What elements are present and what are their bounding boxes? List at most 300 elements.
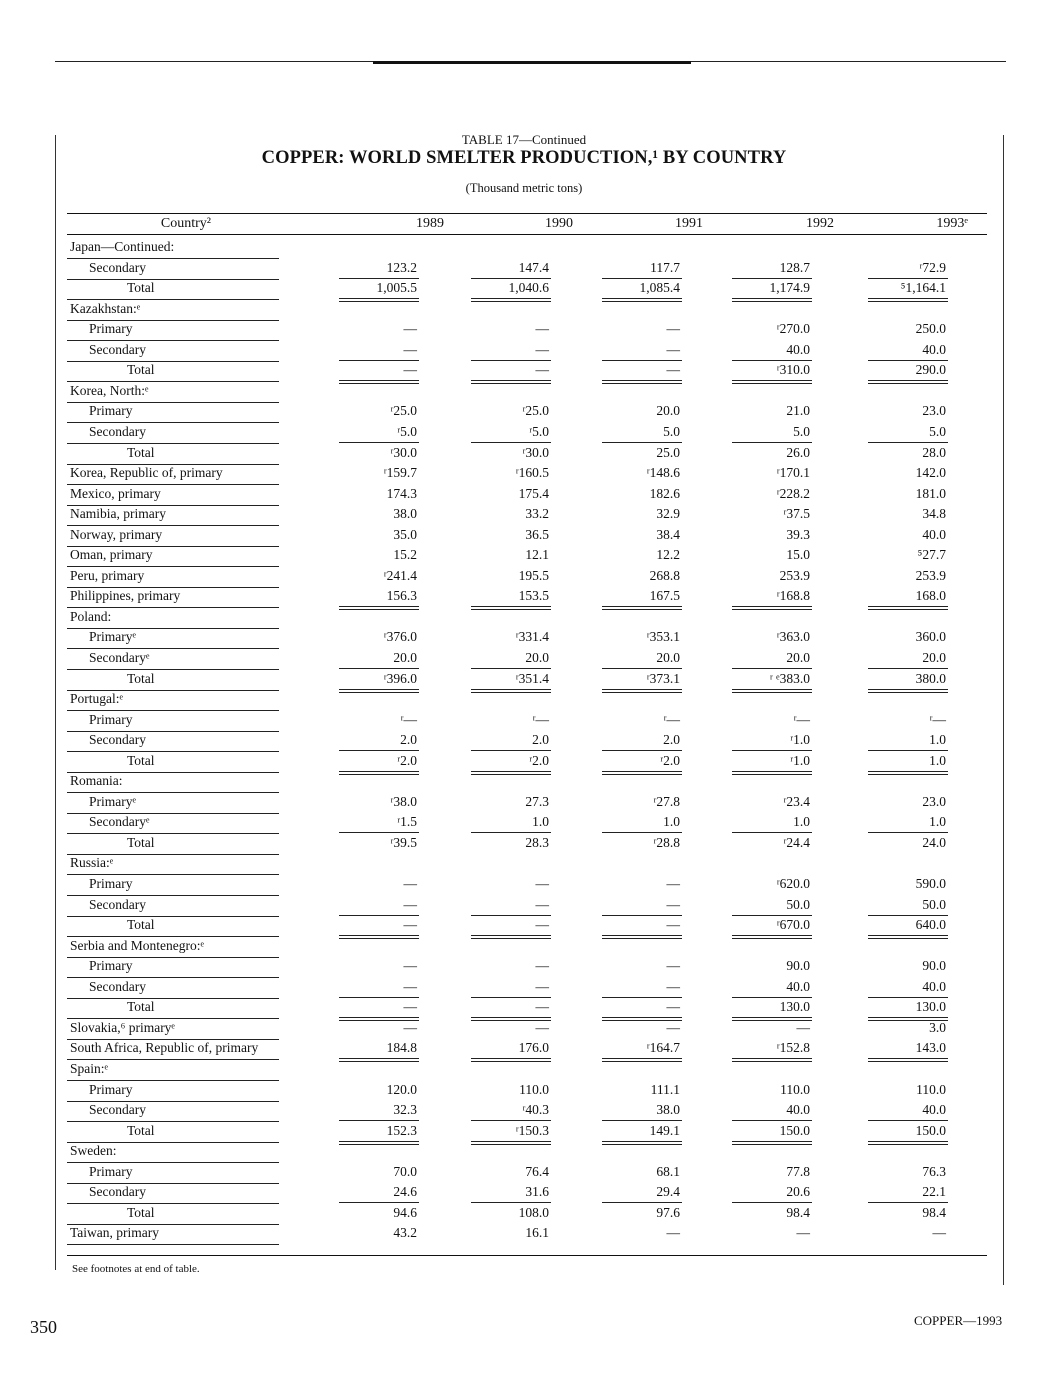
value-cell: ʳ5.0 — [529, 424, 549, 439]
table-row — [67, 711, 987, 731]
column-header-country: Country² — [160, 216, 211, 231]
value-cell: ⁵27.7 — [917, 547, 946, 562]
value-cell: ʳ310.0 — [776, 362, 810, 377]
value-cell: 152.3 — [386, 1123, 417, 1138]
table-row — [67, 259, 987, 279]
row-label: Total — [127, 753, 155, 768]
value-cell: — — [666, 321, 680, 336]
value-cell: 156.3 — [386, 588, 417, 603]
subtotal-rule — [471, 832, 551, 833]
row-label: Secondary — [89, 260, 146, 275]
table-row — [67, 1081, 987, 1101]
value-cell: 117.7 — [650, 260, 680, 275]
table-row — [67, 1142, 987, 1162]
value-cell: — — [403, 1020, 417, 1035]
table-row — [67, 670, 987, 690]
value-cell: 143.0 — [915, 1040, 946, 1055]
value-cell: 38.0 — [656, 1102, 680, 1117]
value-cell: ʳ— — [532, 712, 549, 727]
value-cell: ʳ— — [663, 712, 680, 727]
row-label: Primary — [89, 403, 133, 418]
value-cell: 50.0 — [786, 897, 810, 912]
subtotal-rule — [339, 750, 419, 751]
table-row — [67, 1039, 987, 1059]
value-cell: 36.5 — [525, 527, 549, 542]
value-cell: 147.4 — [518, 260, 549, 275]
value-cell: ʳ160.5 — [515, 465, 549, 480]
row-label: Spain:ᵉ — [70, 1061, 108, 1076]
subtotal-rule — [868, 1202, 948, 1203]
row-label: Secondaryᵉ — [89, 814, 150, 829]
value-cell: ʳ670.0 — [776, 917, 810, 932]
value-cell: ʳ351.4 — [515, 671, 549, 686]
value-cell: ʳ159.7 — [383, 465, 417, 480]
value-cell: 1.0 — [929, 753, 946, 768]
value-cell: — — [535, 958, 549, 973]
value-cell: 290.0 — [915, 362, 946, 377]
row-label: Secondary — [89, 897, 146, 912]
value-cell: ʳ25.0 — [390, 403, 417, 418]
subtotal-rule — [471, 1120, 551, 1121]
subtotal-rule — [339, 832, 419, 833]
table-row — [67, 793, 987, 813]
value-cell: ʳ— — [400, 712, 417, 727]
value-cell: 181.0 — [915, 486, 946, 501]
value-cell: ʳ168.8 — [776, 588, 810, 603]
subtotal-rule — [471, 442, 551, 443]
value-cell: 1.0 — [663, 814, 680, 829]
value-cell: ʳ164.7 — [646, 1040, 680, 1055]
row-label: Korea, North:ᵉ — [70, 383, 149, 398]
value-cell: 153.5 — [518, 588, 549, 603]
value-cell: 20.6 — [786, 1184, 810, 1199]
value-cell: — — [535, 917, 549, 932]
value-cell: 5.0 — [793, 424, 810, 439]
value-cell: 40.0 — [786, 979, 810, 994]
column-header-1989: 1989 — [416, 216, 444, 231]
value-cell: 20.0 — [656, 650, 680, 665]
value-cell: ʳ1.0 — [790, 732, 810, 747]
value-cell: — — [535, 876, 549, 891]
table-title: COPPER: WORLD SMELTER PRODUCTION,¹ BY COUNTRY — [261, 148, 787, 168]
value-cell: 33.2 — [525, 506, 549, 521]
row-label: Russia:ᵉ — [70, 855, 114, 870]
value-cell: — — [666, 979, 680, 994]
value-cell: 26.0 — [786, 445, 810, 460]
value-cell: ʳ270.0 — [776, 321, 810, 336]
value-cell: 253.9 — [915, 568, 946, 583]
value-cell: ʳ2.0 — [529, 753, 549, 768]
row-label: Oman, primary — [70, 547, 153, 562]
table-row — [67, 772, 987, 792]
value-cell: 150.0 — [779, 1123, 810, 1138]
subtotal-rule — [732, 442, 812, 443]
row-label: Secondary — [89, 979, 146, 994]
row-label: Total — [127, 999, 155, 1014]
table-row — [67, 608, 987, 628]
value-cell: 1.0 — [532, 814, 549, 829]
running-head: COPPER—1993 — [914, 1313, 1003, 1328]
row-label: Secondary — [89, 424, 146, 439]
subtotal-rule — [732, 1120, 812, 1121]
subtotal-rule — [602, 442, 682, 443]
value-cell: 16.1 — [525, 1225, 549, 1240]
value-cell: 38.4 — [656, 527, 680, 542]
value-cell: — — [796, 1225, 810, 1240]
value-cell: — — [403, 342, 417, 357]
value-cell: 15.2 — [393, 547, 417, 562]
table-row — [67, 238, 987, 258]
value-cell: 68.1 — [656, 1164, 680, 1179]
page-number: 350 — [30, 1317, 57, 1337]
value-cell: 195.5 — [518, 568, 549, 583]
row-label: South Africa, Republic of, primary — [70, 1040, 259, 1055]
value-cell: 640.0 — [915, 917, 946, 932]
subtotal-rule — [339, 442, 419, 443]
value-cell: 28.0 — [922, 445, 946, 460]
column-header-1991: 1991 — [675, 216, 703, 231]
table-row — [67, 423, 987, 443]
value-cell: 130.0 — [779, 999, 810, 1014]
table-row — [67, 1060, 987, 1080]
footnote: See footnotes at end of table. — [72, 1263, 200, 1275]
value-cell: 40.0 — [922, 342, 946, 357]
value-cell: ʳ30.0 — [390, 445, 417, 460]
value-cell: ʳ40.3 — [522, 1102, 549, 1117]
row-label: Poland: — [70, 609, 112, 624]
value-cell: 97.6 — [656, 1205, 680, 1220]
table-row — [67, 320, 987, 340]
value-cell: 360.0 — [915, 629, 946, 644]
row-label: Total — [127, 1205, 155, 1220]
value-cell: 174.3 — [386, 486, 417, 501]
subtotal-rule — [471, 750, 551, 751]
subtotal-rule — [339, 668, 419, 669]
top-rule-accent — [373, 61, 691, 64]
value-cell: ʳ28.8 — [653, 835, 680, 850]
value-cell: 38.0 — [393, 506, 417, 521]
row-label: Primary — [89, 712, 133, 727]
value-cell: ʳ39.5 — [390, 835, 417, 850]
subtotal-rule — [602, 1202, 682, 1203]
value-cell: — — [666, 1225, 680, 1240]
table-row — [67, 464, 987, 484]
value-cell: 40.0 — [922, 527, 946, 542]
value-cell: ʳ620.0 — [776, 876, 810, 891]
value-cell: 1,174.9 — [769, 280, 810, 295]
value-cell: 110.0 — [780, 1082, 810, 1097]
row-label: Mexico, primary — [70, 486, 161, 501]
row-label: Taiwan, primary — [70, 1225, 160, 1240]
table-row — [67, 587, 987, 607]
value-cell: 43.2 — [393, 1225, 417, 1240]
value-cell: ʳ— — [793, 712, 810, 727]
value-cell: 1,005.5 — [376, 280, 417, 295]
row-label: Secondaryᵉ — [89, 650, 150, 665]
value-cell: — — [535, 897, 549, 912]
value-cell: 123.2 — [386, 260, 417, 275]
value-cell: 175.4 — [518, 486, 549, 501]
value-cell: 253.9 — [779, 568, 810, 583]
value-cell: ʳ72.9 — [919, 260, 946, 275]
value-cell: 20.0 — [525, 650, 549, 665]
value-cell: ʳ38.0 — [390, 794, 417, 809]
value-cell: 149.1 — [649, 1123, 680, 1138]
subtotal-rule — [602, 750, 682, 751]
row-label: Primary — [89, 1082, 133, 1097]
row-label: Peru, primary — [70, 568, 145, 583]
value-cell: 182.6 — [649, 486, 680, 501]
value-cell: ʳ30.0 — [522, 445, 549, 460]
header-bottom-rule — [67, 234, 987, 235]
value-cell: — — [403, 917, 417, 932]
value-cell: — — [666, 917, 680, 932]
value-cell: — — [666, 876, 680, 891]
value-cell: 98.4 — [786, 1205, 810, 1220]
value-cell: ʳ25.0 — [522, 403, 549, 418]
value-cell: 31.6 — [525, 1184, 549, 1199]
table-row — [67, 896, 987, 916]
value-cell: 2.0 — [532, 732, 549, 747]
value-cell: 150.0 — [915, 1123, 946, 1138]
value-cell: — — [535, 979, 549, 994]
row-label: Primary — [89, 321, 133, 336]
row-label: Total — [127, 1123, 155, 1138]
value-cell: 176.0 — [518, 1040, 549, 1055]
table-row — [67, 279, 987, 299]
table-row — [67, 1101, 987, 1121]
value-cell: — — [403, 321, 417, 336]
value-cell: ʳ373.1 — [646, 671, 680, 686]
value-cell: 76.4 — [525, 1164, 549, 1179]
table-row — [67, 875, 987, 895]
value-cell: — — [535, 342, 549, 357]
table-row — [67, 361, 987, 381]
table-row — [67, 834, 987, 854]
value-cell: 2.0 — [400, 732, 417, 747]
value-cell: 3.0 — [929, 1020, 946, 1035]
table-row — [67, 1183, 987, 1203]
table-row — [67, 1163, 987, 1183]
value-cell: 1.0 — [929, 732, 946, 747]
value-cell: 34.8 — [922, 506, 946, 521]
value-cell: ʳ150.3 — [515, 1123, 549, 1138]
value-cell: 128.7 — [779, 260, 810, 275]
row-label: Serbia and Montenegro:ᵉ — [70, 938, 204, 953]
row-label: Slovakia,⁶ primaryᵉ — [70, 1020, 175, 1035]
table-row — [67, 813, 987, 833]
value-cell: 168.0 — [915, 588, 946, 603]
value-cell: ʳ1.5 — [397, 814, 417, 829]
value-cell: ʳ37.5 — [783, 506, 810, 521]
value-cell: 40.0 — [922, 979, 946, 994]
row-label: Primaryᵉ — [89, 794, 136, 809]
value-cell: 590.0 — [915, 876, 946, 891]
row-label: Philippines, primary — [70, 588, 181, 603]
value-cell: 268.8 — [649, 568, 680, 583]
value-cell: 40.0 — [786, 1102, 810, 1117]
value-cell: — — [403, 362, 417, 377]
row-label: Namibia, primary — [70, 506, 166, 521]
row-label: Primary — [89, 958, 133, 973]
subtotal-rule — [732, 832, 812, 833]
value-cell: 98.4 — [922, 1205, 946, 1220]
value-cell: — — [535, 362, 549, 377]
value-cell: ʳ ᵉ383.0 — [769, 671, 810, 686]
value-cell: — — [535, 999, 549, 1014]
value-cell: 12.1 — [525, 547, 549, 562]
row-label: Secondary — [89, 732, 146, 747]
value-cell: 76.3 — [922, 1164, 946, 1179]
row-label: Total — [127, 671, 155, 686]
row-label: Primaryᵉ — [89, 629, 136, 644]
value-cell: ʳ27.8 — [653, 794, 680, 809]
row-label: Japan—Continued: — [70, 239, 175, 254]
value-cell: 120.0 — [386, 1082, 417, 1097]
value-cell: ʳ2.0 — [397, 753, 417, 768]
row-label: Total — [127, 917, 155, 932]
table-row — [67, 916, 987, 936]
table-row — [67, 444, 987, 464]
table-row — [67, 382, 987, 402]
row-label: Secondary — [89, 1184, 146, 1199]
row-label: Total — [127, 835, 155, 850]
value-cell: — — [535, 1020, 549, 1035]
table-row — [67, 854, 987, 874]
value-cell: ʳ24.4 — [783, 835, 810, 850]
row-label: Total — [127, 280, 155, 295]
value-cell: 1.0 — [793, 814, 810, 829]
value-cell: 29.4 — [656, 1184, 680, 1199]
row-label: Total — [127, 445, 155, 460]
table-row — [67, 731, 987, 751]
value-cell: — — [535, 321, 549, 336]
table-row — [67, 628, 987, 648]
value-cell: — — [403, 958, 417, 973]
subtotal-rule — [732, 668, 812, 669]
table-row — [67, 300, 987, 320]
value-cell: 77.8 — [786, 1164, 810, 1179]
value-cell: 15.0 — [786, 547, 810, 562]
value-cell: — — [796, 1020, 810, 1035]
value-cell: 108.0 — [518, 1205, 549, 1220]
table-row — [67, 1224, 987, 1244]
value-cell: ʳ170.1 — [776, 465, 810, 480]
value-cell: — — [666, 1020, 680, 1035]
value-cell: 5.0 — [663, 424, 680, 439]
value-cell: 90.0 — [786, 958, 810, 973]
subtotal-rule — [602, 1120, 682, 1121]
row-label: Secondary — [89, 1102, 146, 1117]
table-units: (Thousand metric tons) — [465, 181, 583, 195]
table-row — [67, 485, 987, 505]
subtotal-rule — [602, 832, 682, 833]
value-cell: 142.0 — [915, 465, 946, 480]
value-cell: 39.3 — [786, 527, 810, 542]
value-cell: ʳ152.8 — [776, 1040, 810, 1055]
value-cell: — — [403, 876, 417, 891]
subtotal-rule — [339, 1120, 419, 1121]
table-row — [67, 546, 987, 566]
left-margin-line — [55, 135, 56, 1270]
value-cell: 130.0 — [915, 999, 946, 1014]
row-rule — [67, 1244, 279, 1245]
value-cell: 40.0 — [786, 342, 810, 357]
value-cell: ʳ23.4 — [783, 794, 810, 809]
table-row — [67, 978, 987, 998]
table-row — [67, 1122, 987, 1142]
subtotal-rule — [732, 1202, 812, 1203]
value-cell: 2.0 — [663, 732, 680, 747]
value-cell: 1,085.4 — [639, 280, 680, 295]
value-cell: ʳ331.4 — [515, 629, 549, 644]
value-cell: 32.9 — [656, 506, 680, 521]
value-cell: ʳ1.0 — [790, 753, 810, 768]
value-cell: — — [932, 1225, 946, 1240]
value-cell: 24.0 — [922, 835, 946, 850]
value-cell: — — [666, 958, 680, 973]
column-header-1990: 1990 — [545, 216, 573, 231]
table-row — [67, 567, 987, 587]
value-cell: 23.0 — [922, 403, 946, 418]
subtotal-rule — [868, 832, 948, 833]
value-cell: ʳ376.0 — [383, 629, 417, 644]
row-label: Sweden: — [70, 1143, 117, 1158]
value-cell: 12.2 — [656, 547, 680, 562]
column-header-1993: 1993ᵉ — [936, 216, 968, 231]
subtotal-rule — [471, 1202, 551, 1203]
row-label: Secondary — [89, 342, 146, 357]
value-cell: 110.0 — [519, 1082, 549, 1097]
value-cell: ʳ396.0 — [383, 671, 417, 686]
value-cell: 1,040.6 — [508, 280, 549, 295]
value-cell: 40.0 — [922, 1102, 946, 1117]
value-cell: — — [403, 897, 417, 912]
table-row — [67, 402, 987, 422]
table-row — [67, 937, 987, 957]
value-cell: — — [666, 897, 680, 912]
value-cell: ʳ148.6 — [646, 465, 680, 480]
row-label: Korea, Republic of, primary — [70, 465, 223, 480]
value-cell: ʳ228.2 — [776, 486, 810, 501]
value-cell: — — [666, 999, 680, 1014]
table-row — [67, 998, 987, 1018]
value-cell: 184.8 — [386, 1040, 417, 1055]
value-cell: 20.0 — [393, 650, 417, 665]
value-cell: 21.0 — [786, 403, 810, 418]
value-cell: ʳ241.4 — [383, 568, 417, 583]
value-cell: 50.0 — [922, 897, 946, 912]
value-cell: 20.0 — [656, 403, 680, 418]
value-cell: ʳ— — [929, 712, 946, 727]
value-cell: — — [666, 362, 680, 377]
subtotal-rule — [868, 750, 948, 751]
value-cell: 20.0 — [922, 650, 946, 665]
table-label: TABLE 17—Continued — [461, 132, 587, 147]
value-cell: 250.0 — [915, 321, 946, 336]
row-label: Primary — [89, 1164, 133, 1179]
row-label: Romania: — [70, 773, 123, 788]
value-cell: 22.1 — [922, 1184, 946, 1199]
subtotal-rule — [868, 668, 948, 669]
subtotal-rule — [868, 1120, 948, 1121]
value-cell: — — [403, 999, 417, 1014]
value-cell: ʳ353.1 — [646, 629, 680, 644]
table-row — [67, 505, 987, 525]
value-cell: 1.0 — [929, 814, 946, 829]
value-cell: 70.0 — [393, 1164, 417, 1179]
table-row — [67, 957, 987, 977]
